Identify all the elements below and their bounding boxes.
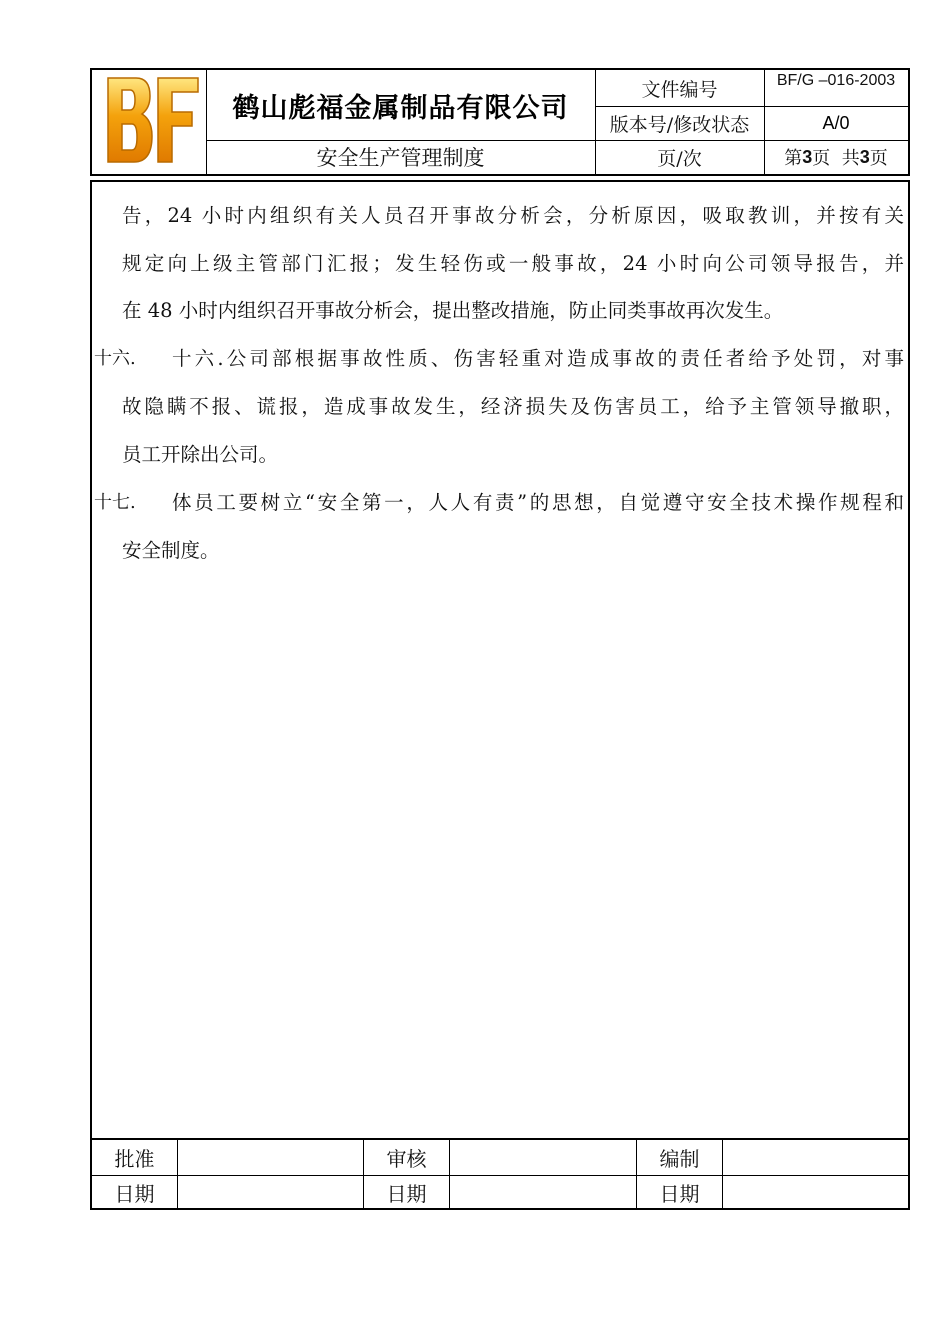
page-total: 3 xyxy=(859,146,870,167)
body-line: 安全制度。 xyxy=(122,539,220,562)
doc-number-label: 文件编号 xyxy=(641,78,718,101)
version-value: A/0 xyxy=(822,112,850,133)
signature-table xyxy=(92,1138,908,1210)
prepare-date-field[interactable] xyxy=(723,1175,908,1210)
signature-row xyxy=(92,1140,908,1176)
body-line: 规定向上级主管部门汇报；发生轻伤或一般事故，24 小时向公司领导报告，并 xyxy=(122,252,904,275)
body-line: 在 48 小时内组织召开事故分析会，提出整改措施，防止同类事故再次发生。 xyxy=(122,299,784,322)
prepare-date-label: 日期 xyxy=(637,1175,723,1210)
document-title: 安全生产管理制度 xyxy=(316,146,485,170)
document-header xyxy=(90,68,910,176)
body-line: 十六.公司部根据事故性质、伤害轻重对造成事故的责任者给予处罚，对事 xyxy=(172,347,904,370)
prepare-field[interactable] xyxy=(723,1140,908,1175)
approve-label: 批准 xyxy=(92,1140,178,1175)
item-number: 十七. xyxy=(94,492,136,513)
body-line: 员工开除出公司。 xyxy=(122,443,279,466)
doc-number-value: BF/G –016-2003 xyxy=(776,72,896,89)
page-current: 3 xyxy=(802,146,813,167)
company-name: 鹤山彪福金属制品有限公司 xyxy=(232,92,569,124)
item-number: 十六. xyxy=(94,348,136,369)
approve-date-label: 日期 xyxy=(92,1175,178,1210)
logo-letter-b xyxy=(108,78,152,162)
date-row xyxy=(92,1175,908,1210)
review-date-field[interactable] xyxy=(450,1175,637,1210)
review-date-label: 日期 xyxy=(364,1175,450,1210)
approve-date-field[interactable] xyxy=(178,1175,364,1210)
prepare-label: 编制 xyxy=(637,1140,723,1175)
body-line: 故隐瞒不报、谎报，造成事故发生，经济损失及伤害员工，给予主管领导撤职， xyxy=(122,395,904,418)
logo-letter-f xyxy=(158,78,198,162)
page-mid: 页 共 xyxy=(812,148,860,169)
page-suffix: 页 xyxy=(869,148,888,169)
document-body xyxy=(90,180,910,1210)
page-label: 页/次 xyxy=(657,147,702,170)
bf-logo xyxy=(102,70,202,170)
approve-field[interactable] xyxy=(178,1140,364,1175)
body-line: 体员工要树立“安全第一，人人有责”的思想，自觉遵守安全技术操作规程和 xyxy=(172,491,904,514)
body-line: 告，24 小时内组织有关人员召开事故分析会，分析原因，吸取教训，并按有关 xyxy=(122,204,904,227)
version-label: 版本号/修改状态 xyxy=(609,113,750,136)
review-label: 审核 xyxy=(364,1140,450,1175)
review-field[interactable] xyxy=(450,1140,637,1175)
page-prefix: 第 xyxy=(784,148,803,169)
page-indicator xyxy=(764,140,908,174)
